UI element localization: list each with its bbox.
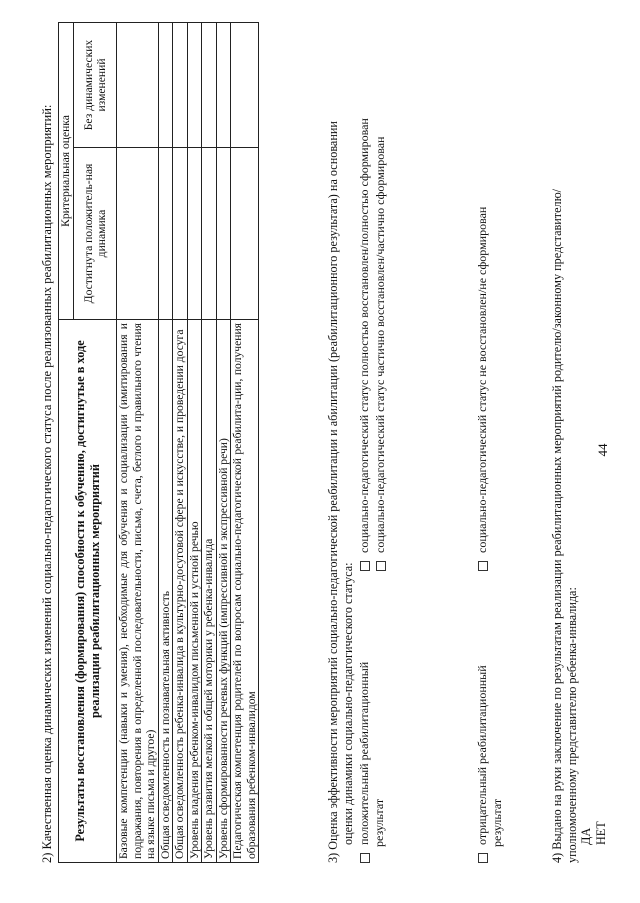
header-positive-dynamics: Достигнута положитель-ная динамика <box>74 148 117 320</box>
positive-cell <box>216 148 231 320</box>
positive-result-checkbox[interactable] <box>360 853 370 863</box>
negative-result-checkbox-row <box>475 665 489 863</box>
positive-option-2-label: социально-педагогический статус частично восстановлен/частично сформирован <box>373 136 387 553</box>
negative-result-label-1: отрицательный реабилитационный <box>475 665 489 845</box>
row-label: Уровень владения ребенком-инвалидом письменной и устной речью <box>187 320 202 863</box>
row-label: Базовые компетенции (навыки и умения), необходимые для обучения и социализации (имитирования и подражания, повторения в определенной последовательности, письма, счета, беглого и правильного чтения на языке письма и другое) <box>117 320 159 863</box>
table-row <box>231 23 259 863</box>
table-row <box>202 23 217 863</box>
row-label: Уровень сформированности речевых функций (импрессивной и экспрессивной речи) <box>216 320 231 863</box>
table-row <box>158 23 173 863</box>
no-change-cell <box>216 23 231 148</box>
negative-option-1-row <box>475 207 489 571</box>
positive-option-1-checkbox[interactable] <box>360 561 370 571</box>
positive-cell <box>173 148 188 320</box>
section-3-line-1: 3) Оценка эффективности мероприятий социально-педагогической реабилитации и абилитации (реабилитационного результата) на основании <box>326 121 340 863</box>
row-label: Общая осведомленность ребенка-инвалида в культурно-досуговой сфере и искусстве, и проведении досуга <box>173 320 188 863</box>
section-3-line-2: оценки динамики социально-педагогического статуса: <box>340 562 355 845</box>
positive-option-1-row <box>357 118 371 571</box>
header-criteria: Критериальная оценка <box>59 23 74 320</box>
section-4-line-2: уполномоченному представителю ребенка-инвалида: <box>564 587 579 863</box>
no-change-cell <box>173 23 188 148</box>
negative-option-1-label: социально-педагогический статус не восстановлен/не сформирован <box>475 206 489 553</box>
table-row <box>216 23 231 863</box>
positive-result-label-2: результат <box>372 798 386 847</box>
table-row <box>117 23 159 863</box>
positive-result-label-1: положительный реабилитационный <box>357 661 371 845</box>
positive-cell <box>231 148 259 320</box>
negative-result-label-2: результат <box>490 798 504 847</box>
row-label: Педагогическая компетенция родителей по вопросам социально-педагогической реабилита-ции, получения образования ребенком-инвалидом <box>231 320 259 863</box>
section-3 <box>326 23 355 863</box>
negative-option-1-checkbox[interactable] <box>478 561 488 571</box>
no-change-cell <box>202 23 217 148</box>
positive-option-2-checkbox[interactable] <box>376 561 386 571</box>
page-number: 44 <box>595 443 610 457</box>
section-4 <box>550 23 608 863</box>
no-change-cell <box>231 23 259 148</box>
positive-cell <box>158 148 173 320</box>
section-4-no: НЕТ <box>593 821 608 845</box>
section-4-yes: ДА <box>579 827 593 845</box>
section-4-line-1: 4) Выдано на руки заключение по результатам реализации реабилитационных мероприятий родителю/законному представителю/ <box>550 188 564 863</box>
negative-result-checkbox[interactable] <box>478 853 488 863</box>
positive-result-checkbox-row <box>357 662 371 863</box>
table-row <box>187 23 202 863</box>
positive-option-1-label: социально-педагогический статус полностью восстановлен/полностью сформирован <box>357 118 371 553</box>
criteria-table <box>58 22 259 863</box>
section-2-title: 2) Качественная оценка динамических изменений социально-педагогического статуса после реализованных реабилитационных мероприятий: <box>40 104 54 863</box>
no-change-cell <box>158 23 173 148</box>
header-results: Результаты восстановления (формирования) способности к обучению, достигнутые в ходе реализации реабилитационных мероприятий <box>59 320 117 863</box>
no-change-cell <box>187 23 202 148</box>
positive-cell <box>117 148 159 320</box>
header-no-changes: Без динамических изменений <box>74 23 117 148</box>
row-label: Уровень развития мелкой и общей моторики у ребенка-инвалида <box>202 320 217 863</box>
no-change-cell <box>117 23 159 148</box>
positive-option-2-row <box>373 137 387 571</box>
row-label: Общая осведомленность и познавательная активность <box>158 320 173 863</box>
positive-cell <box>187 148 202 320</box>
table-row <box>173 23 188 863</box>
table-header-row <box>59 23 74 863</box>
positive-cell <box>202 148 217 320</box>
